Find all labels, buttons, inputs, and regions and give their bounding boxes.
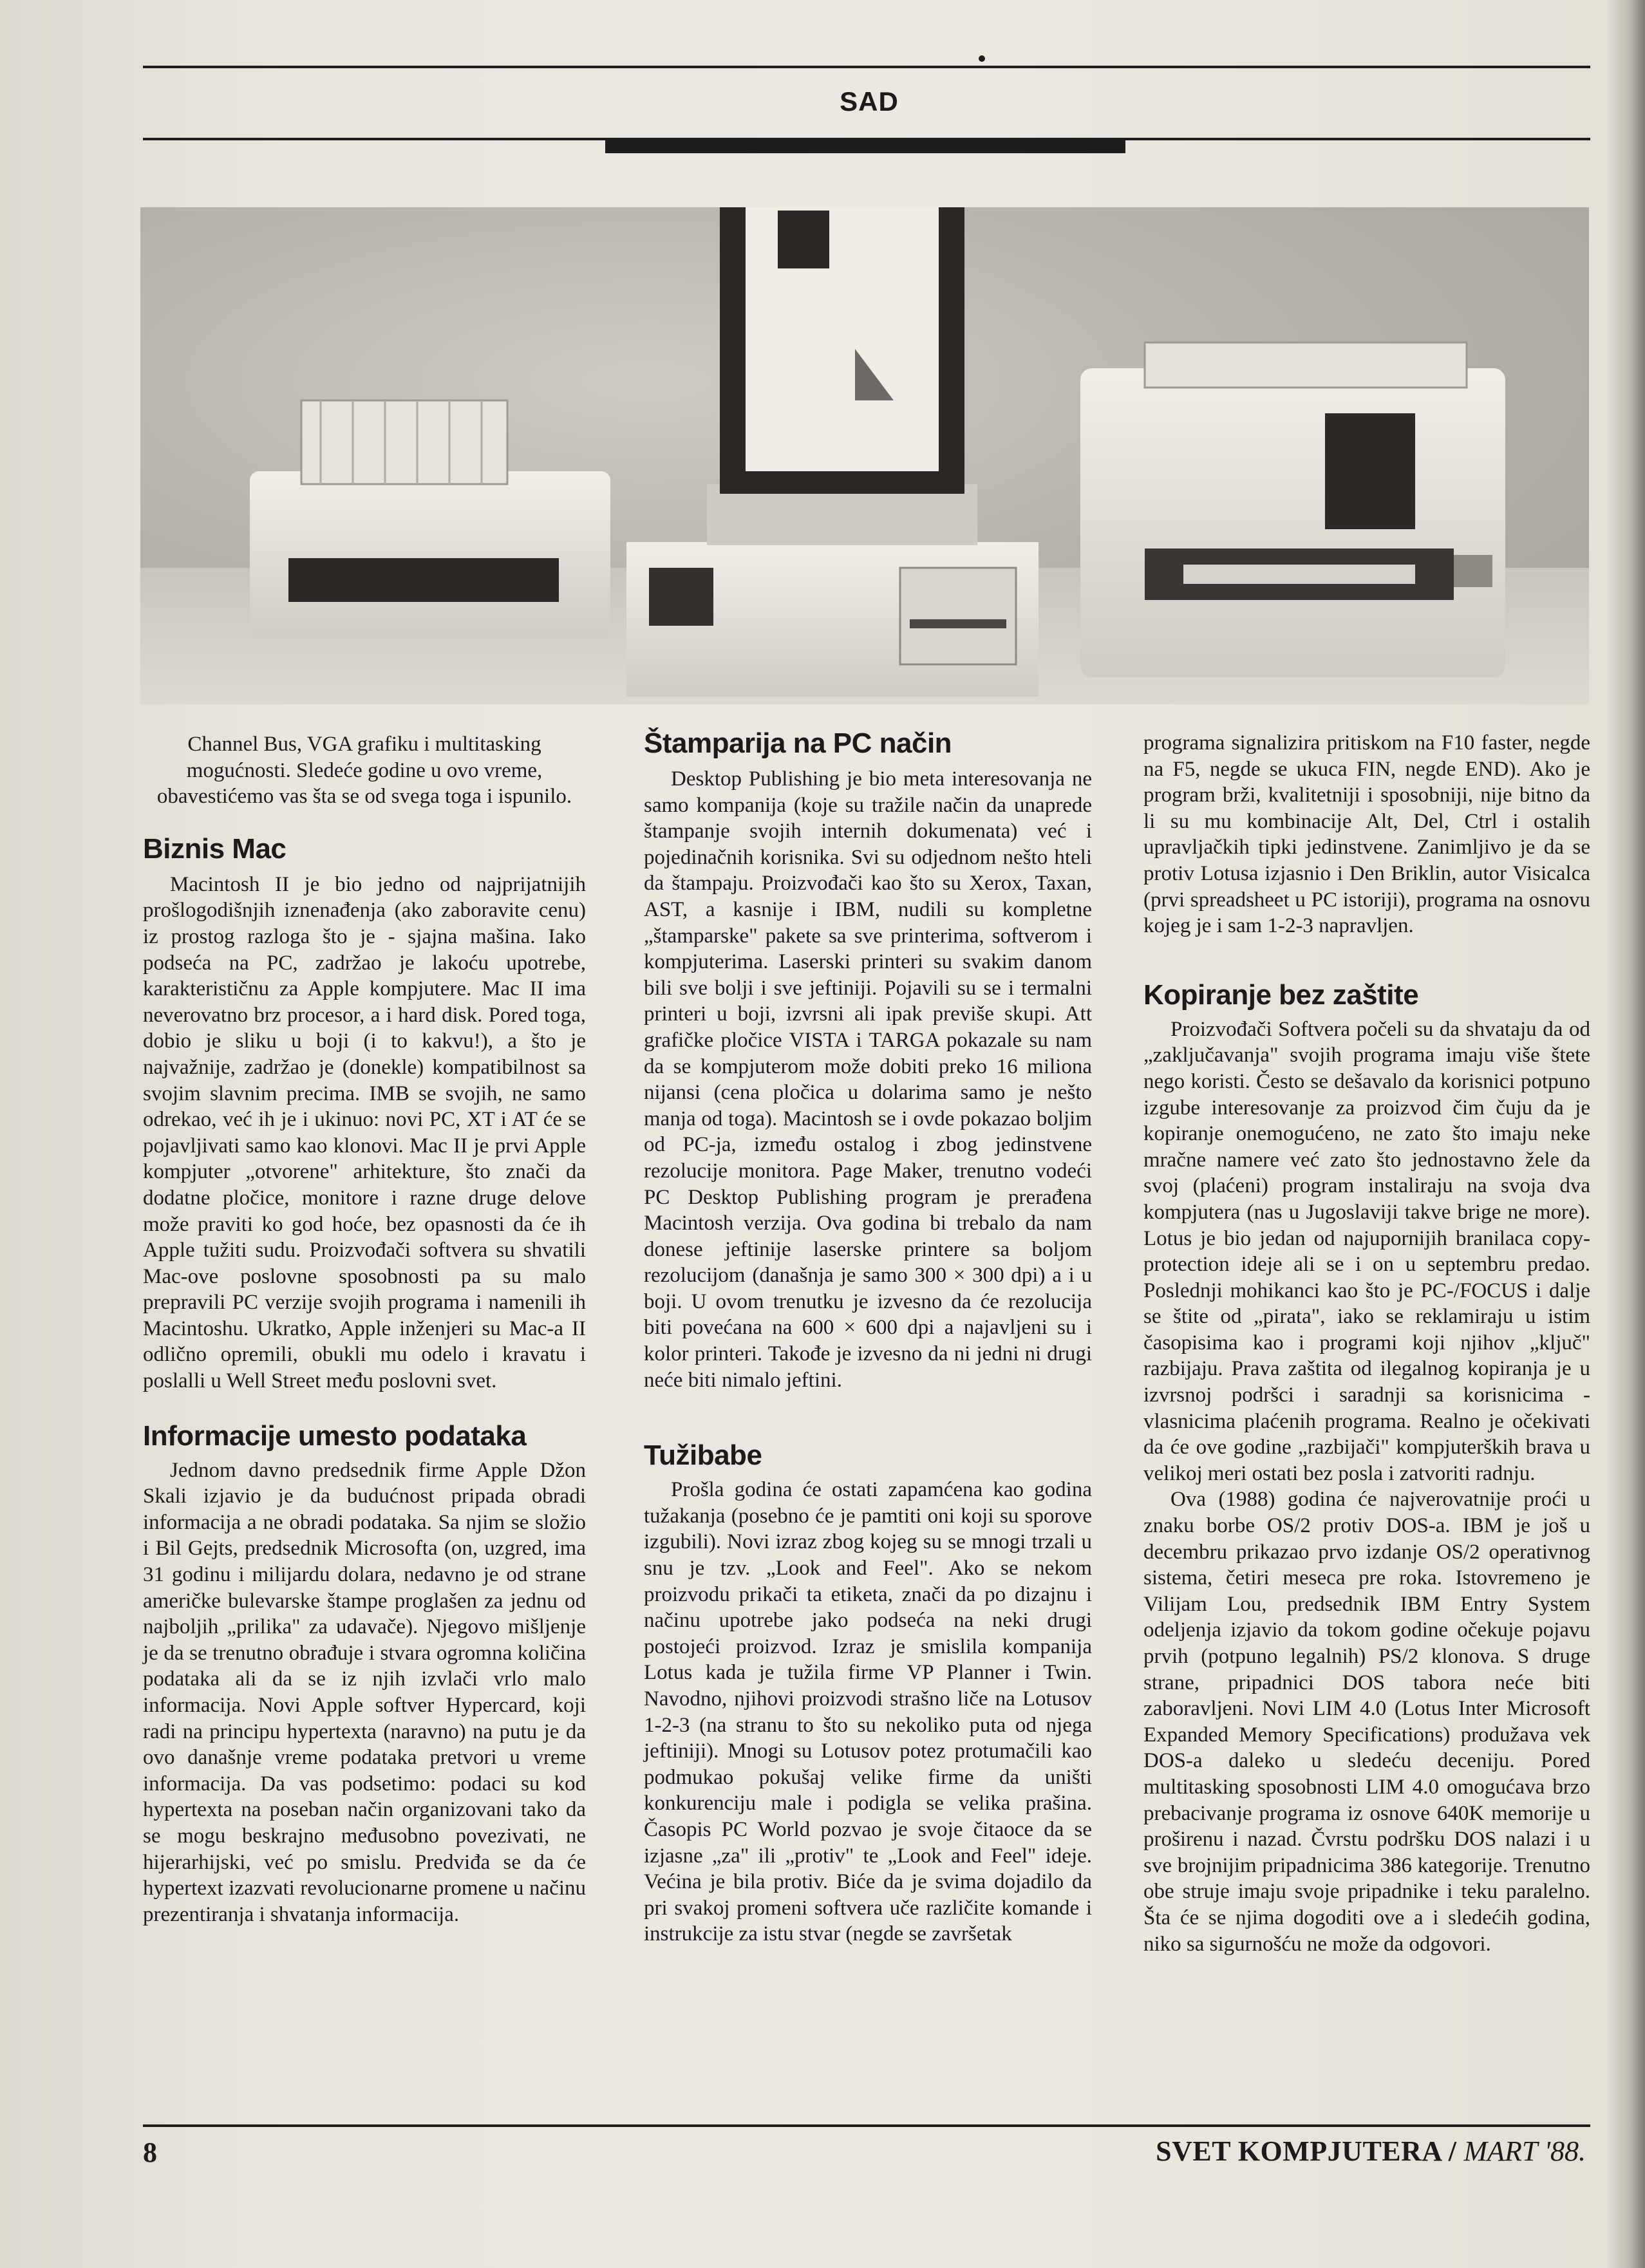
- intro-paragraph: Channel Bus, VGA grafiku i multitasking mogućnosti. Sledeće godine u ovo vreme, obavestićemo vas šta se od svega toga i ispunilo.: [156, 733, 572, 809]
- laser-printer-right: [1080, 342, 1505, 677]
- computer-equipment-photo: [140, 207, 1589, 704]
- paragraph-biznis-mac: Macintosh II je bio jedno od najprijatnijih prošlogodišnjih iznenađenja (ako zaboravite cenu) iz prostog razloga što je - sjajna mašina. Iako podseća na PC, zadržao je lakoću upotrebe, karakterističnu za Apple kompjutere. Mac II ima neverovatno brz procesor, a i hard disk. Pored toga, dobio je sliku u boji (i to kakvu!), a što je najvažnije, zadržao je (donekle) kompatibilnost sa svojim slavnim precima. IMB se svojih, ne samo odrekao, već ih je i ukinuo: novi PC, XT i AT će se pojavljivati samo kao klonovi. Mac II je prvi Apple kompjuter „otvorene" arhitekture, što znači da dodatne pločice, monitore i razne druge delove može praviti ko god hoće, bez opasnosti da će ih Apple tužiti sudu. Proizvođači softvera su shvatili Mac-ove poslovne sposobnosti pa su malo prepravili PC verzije svojih programa i namenili ih Macintoshu. Ukratko, Apple inženjeri su Mac-a II odlično opremili, obukli mu odelo i kravatu i poslalli u Well Street među poslovni svet.: [143, 872, 586, 1393]
- magazine-name: SVET KOMPJUTERA /: [1156, 2135, 1457, 2167]
- footer-rule: [143, 2124, 1590, 2127]
- column-3: [1143, 730, 1590, 1957]
- header-bar: [605, 139, 1125, 153]
- column-2: [644, 726, 1092, 1947]
- page-number: 8: [143, 2137, 157, 2168]
- paragraph-continuation: programa signalizira pritiskom na F10 faster, negde na F5, negde se ukuca FIN, negde END). Ako je program brži, kvalitetniji i sposobniji, nije bitno da li su mu kombinacije Alt, Del, Ctrl i ostalih upravljačkih tipki jedinstvene. Zanimljivo je da se protiv Lotusa izjasnio i Den Briklin, autor Visicalca (prvi spreadsheet u PC istoriji), programa na osnovu kojeg je i sam 1-2-3 napravljen.: [1143, 731, 1590, 938]
- desktop-computer: [626, 207, 1039, 697]
- header-dot: [979, 55, 985, 62]
- heading-tuzibabe: Tužibabe: [644, 1439, 762, 1472]
- printer-left: [250, 400, 610, 639]
- paragraph-os2: Ova (1988) godina će najverovatnije proći u znaku borbe OS/2 protiv DOS-a. IBM je još u decembru prikazao prvo izdanje OS/2 operativnog sistema, četiri meseca pre roka. Istovremeno je Vilijam Lou, predsednik IBM Entry System odeljenja izjavio da tokom godine očekuje pojavu prvih (potpuno legalnih) PS/2 klonova. S druge strane, pripadnici DOS tabora neće biti zaboravljeni. Novi LIM 4.0 (Lotus Inter Microsoft Expanded Memory Specifications) produžava vek DOS-a daleko u sledeću deceniju. Pored multitasking sposobnosti LIM 4.0 omogućava brzo prebacivanje programa iz osnove 640K memorije u proširenu i nazad. Čvrstu podršku DOS nalazi i u sve brojnijim pripadnicima 386 kategorije. Trenutno obe struje imaju svoje pripadnike i teku paralelno. Šta će se njima dogoditi ove a i sledećih godina, niko sa sigurnošću ne može da odgovori.: [1143, 1488, 1590, 1956]
- heading-informacije: Informacije umesto podataka: [143, 1420, 527, 1452]
- page-spine-shadow: [1606, 0, 1645, 2268]
- heading-kopiranje: Kopiranje bez zaštite: [1143, 979, 1419, 1011]
- footer-masthead: [1156, 2135, 1586, 2168]
- issue-date: MART '88.: [1463, 2135, 1586, 2167]
- heading-biznis-mac: Biznis Mac: [143, 832, 287, 865]
- paragraph-kopiranje: Proizvođači Softvera počeli su da shvataju da od „zaključavanja" svojih programa imaju više štete nego koristi. Često se dešavalo da korisnici potpuno izgube interesovanje za proizvod čim čuju da je kopiranje onemogućeno, ne zato što imaju neke mračne namere već zato što jednostavno žele da svoj (plaćeni) program instaliraju na svoja dva kompjutera (nas u Jugoslaviji takve brige ne more). Lotus je bio jedan od najupornijih branilaca copy-protection ideje ali se i on u septembru predao. Poslednji mohikanci kao što je PC-/FOCUS i dalje se štite od „pirata", iako se reklamiraju u istim časopisima kao i programi koji njihov „ključ" razbijaju. Prava zaštita od ilegalnog kopiranja je u izvrsnoj podršci i saradnji sa korisnicima - vlasnicima plaćenih programa. Realno je očekivati da će ove godine „razbijači" kompjuterških brava u velikoj meri ostati bez posla i zatvoriti radnju.: [1143, 1017, 1590, 1485]
- header-rule-top: [143, 66, 1590, 68]
- paragraph-stamparija: Desktop Publishing je bio meta interesovanja ne samo kompanija (koje su tražile način da unaprede štampanje svojih internih dokumenata) već i pojedinačnih korisnika. Svi su odjednom nešto hteli da štampaju. Proizvođači kao što su Xerox, Taxan, AST, a kasnije i IBM, nudili su kompletne „štamparske" pakete sa sve printerima, softverom i kompjuterima. Laserski printeri su svakim danom bili sve bolji i sve jeftiniji. Pojavili su se i termalni printeri u boji, izvrsni ali ipak previše skupi. Att grafičke pločice VISTA i TARGA pokazale su nam da se kompjuterom može dobiti preko 16 miliona nijansi (cena pločica u dolarima samo je nešto manja od toga). Macintosh se i ovde pokazao boljim od PC-ja, između ostalog i zbog jedinstvene rezolucije monitora. Page Maker, trenutno vodeći PC Desktop Publishing program je prerađena Macintosh verzija. Ova godina bi trebalo da nam donese jeftinije laserske printere sa boljom rezolucijom (današnja je samo 300 × 300 dpi) a i u boji. U ovom trenutku je izvesno da će rezolucija biti povećana na 600 × 600 dpi a najavljeni su i kolor printeri. Takođe je izvesno da ni jedni ni drugi neće biti nimalo jeftini.: [644, 767, 1092, 1392]
- paragraph-tuzibabe: Prošla godina će ostati zapamćena kao godina tužakanja (posebno će je pamtiti oni koji su sporove izgubili). Novi izraz zbog kojeg su se mnogi trzali u snu je tzv. „Look and Feel". Ako se nekom proizvodu prikači ta etiketa, znači da po dizajnu i načinu upotrebe jako podseća na neki drugi postojeći proizvod. Izraz je smislila kompanija Lotus kada je tužila firme VP Planner i Twin. Navodno, njihovi proizvodi strašno liče na Lotusov 1-2-3 (na stranu to što su nekoliko puta od njega jeftiniji). Mnogi su Lotusov potez protumačili kao podmukao pokušaj velike firme da uništi konkurenciju male i podigla se velika prašina. Časopis PC World pozvao je svoje čitaoce da se izjasne „za" ili „protiv" te „Look and Feel" ideje. Većina je bila protiv. Biće da je svima dojadilo da pri svakoj promeni softvera uče različite komande i instrukcije za istu stvar (negde se završetak: [644, 1478, 1092, 1946]
- column-1: [143, 731, 586, 1927]
- section-label: SAD: [840, 86, 899, 117]
- paragraph-informacije: Jednom davno predsednik firme Apple Džon Skali izjavio je da budućnost pripada obradi informacija a ne obradi podataka. Sa njim se složio i Bil Gejts, predsednik Microsofta (on, uzgred, ima 31 godinu i milijardu dolara, nedavno je od strane američke bulevarske štampe proglašen za jednu od najboljih „prilika" za udavače). Njegovo mišljenje je da se trenutno obrađuje i stvara ogromna količina podataka ali da se iz njih izvlači vrlo malo informacija. Novi Apple softver Hypercard, koji radi na principu hypertexta (naravno) na putu je da ovo današnje vreme podataka pretvori u vreme informacija. Da vas podsetimo: podaci su kod hypertexta na poseban način organizovani tako da se mogu beskrajno međusobno povezivati, ne hijerarhijski, već po smislu. Predviđa se da će hypertext izazvati revolucionarne promene u načinu prezentiranja i shvatanja informacija.: [143, 1458, 586, 1926]
- heading-stamparija: Štamparija na PC način: [644, 727, 952, 759]
